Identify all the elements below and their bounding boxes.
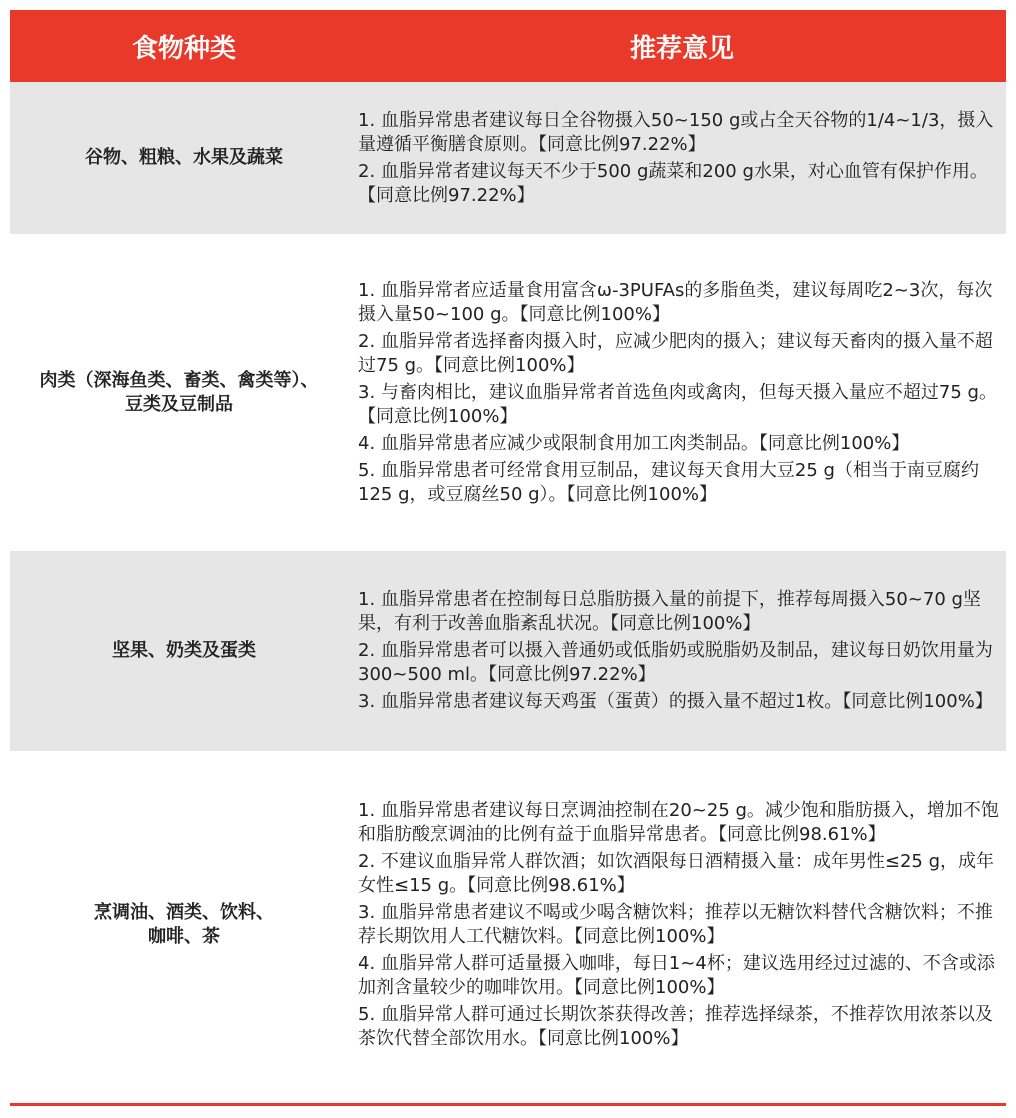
recommendation-cell — [358, 109, 1006, 208]
recommendation-item: 1. 血脂异常者应适量食用富含ω-3PUFAs的多脂鱼类，建议每周吃2~3次，每次摄入量50~100 g。【同意比例100%】 — [358, 279, 993, 325]
food-category-cell: 烹调油、酒类、饮料、 咖啡、茶 — [94, 901, 274, 947]
recommendation-item: 5. 血脂异常患者可经常食用豆制品，建议每天食用大豆25 g（相当于南豆腐约125 g，或豆腐丝50 g）。【同意比例100%】 — [358, 459, 979, 505]
table-row — [10, 551, 1006, 751]
recommendation-item: 2. 血脂异常者选择畜肉摄入时，应减少肥肉的摄入；建议每天畜肉的摄入量不超过75 g。【同意比例100%】 — [358, 330, 993, 376]
recommendation-item: 3. 与畜肉相比，建议血脂异常者首选鱼肉或禽肉，但每天摄入量应不超过75 g。【同意比例100%】 — [358, 381, 997, 427]
recommendation-cell — [358, 588, 1006, 714]
table-bottom-rule — [10, 1103, 1006, 1106]
recommendation-item: 4. 血脂异常患者应减少或限制食用加工肉类制品。【同意比例100%】 — [358, 432, 910, 454]
recommendation-cell — [358, 279, 1006, 507]
diet-recommendation-table — [10, 10, 1006, 1092]
recommendation-item: 1. 血脂异常患者建议每日全谷物摄入50~150 g或占全天谷物的1/4~1/3，摄入量遵循平衡膳食原则。【同意比例97.22%】 — [358, 109, 994, 155]
food-category-cell: 坚果、奶类及蛋类 — [112, 640, 256, 661]
food-category-cell: 肉类（深海鱼类、畜类、禽类等）、 豆类及豆制品 — [39, 369, 319, 415]
recommendation-item: 2. 血脂异常者建议每天不少于500 g蔬菜和200 g水果，对心血管有保护作用。【同意比例97.22%】 — [358, 160, 988, 206]
header-recommendation: 推荐意见 — [629, 33, 734, 64]
recommendation-item: 3. 血脂异常患者建议不喝或少喝含糖饮料；推荐以无糖饮料替代含糖饮料；不推荐长期饮用人工代糖饮料。【同意比例100%】 — [358, 901, 993, 947]
recommendation-item: 2. 不建议血脂异常人群饮酒；如饮酒限每日酒精摄入量：成年男性≤25 g，成年女性≤15 g。【同意比例98.61%】 — [358, 850, 995, 896]
recommendation-item: 5. 血脂异常人群可通过长期饮茶获得改善；推荐选择绿茶，不推荐饮用浓茶以及茶饮代替全部饮用水。【同意比例100%】 — [358, 1003, 993, 1049]
recommendation-item: 1. 血脂异常患者建议每日烹调油控制在20~25 g。减少饱和脂肪摄入，增加不饱和脂肪酸烹调油的比例有益于血脂异常患者。【同意比例98.61%】 — [358, 799, 999, 845]
table-row — [10, 240, 1006, 545]
table-header — [10, 10, 1006, 82]
table-row — [10, 757, 1006, 1092]
recommendation-item: 3. 血脂异常患者建议每天鸡蛋（蛋黄）的摄入量不超过1枚。【同意比例100%】 — [358, 691, 993, 712]
food-category-cell: 谷物、粗粮、水果及蔬菜 — [85, 147, 283, 168]
header-food-category: 食物种类 — [131, 33, 236, 64]
recommendation-item: 2. 血脂异常患者可以摄入普通奶或低脂奶或脱脂奶及制品，建议每日奶饮用量为300~500 ml。【同意比例97.22%】 — [358, 640, 993, 685]
recommendation-item: 1. 血脂异常患者在控制每日总脂肪摄入量的前提下，推荐每周摄入50~70 g坚果，有利于改善血脂紊乱状况。【同意比例100%】 — [358, 589, 981, 634]
recommendation-cell — [358, 799, 1006, 1051]
table-row — [10, 82, 1006, 234]
recommendation-item: 4. 血脂异常人群可适量摄入咖啡，每日1~4杯；建议选用经过过滤的、不含或添加剂含量较少的咖啡饮用。【同意比例100%】 — [358, 952, 995, 998]
